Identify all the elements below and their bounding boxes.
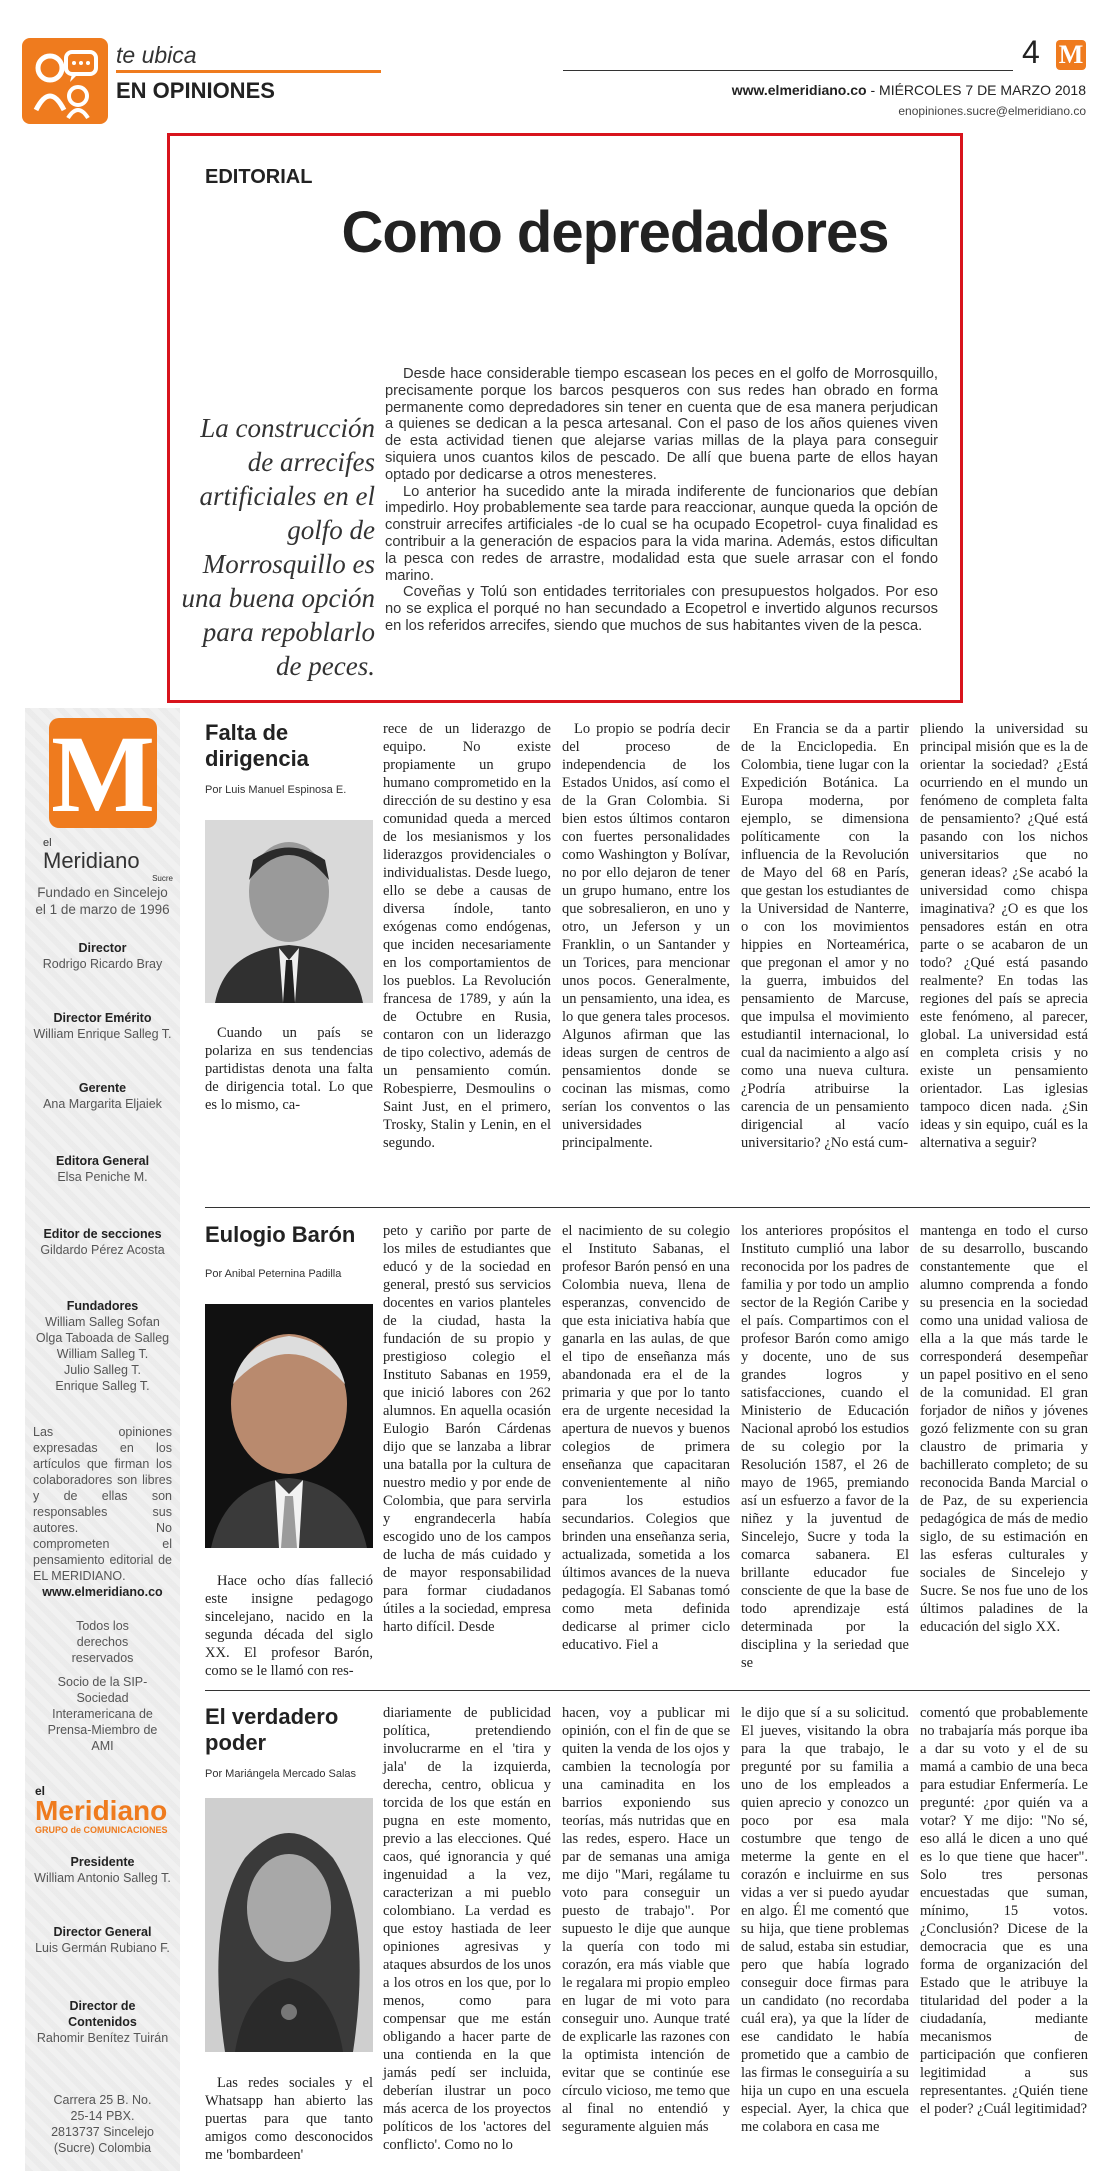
article-column: hacen, voy a publicar mi opinión, con el fin de que se quiten la venda de los ojos y cambien la tecnología por una caminadita en los barrios exponiendo sus teorías, más nutridas que en las redes, espero. Hace un par de semanas una amiga me dijo "Mari, regálame tu voto para conseguir un puesto de trabajo". Por supuesto le dije que aunque la quería con todo mi corazón, era más viable que le regalara mi propio empleo en lugar de mi voto para conseguir uno. Aunque traté de explicarle las razones con la optimista intención de evitar que se continúe ese círculo vicioso, me temo que al final no entendió y seguramente alguien más (562, 1705, 730, 2135)
founders-label: Fundadores (66, 1299, 139, 1313)
article-column: rece de un liderazgo de equipo. No existe propiamente un grupo humano comprometido en la dirección de su destino y esa comunidad queda a merced de los mesianismos y los liderazgos providenciales o individualistas. Desde luego, ello se debe a causas de diversa índole, tanto exógenas como endógenas, que inciden necesariamente en los comportamientos de los pueblos. La Revolución francesa de 1789, y aún la de Octubre en Rusia, contaron con un liderazgo de tipo colectivo, además de un pensamiento común. Robespierre, Desmoulins o Saint Just, en el primero, Trosky, Stalin y Lenin, en el segundo. (383, 721, 551, 1151)
opinion-disclaimer: Las opiniones expresadas en los artículos que firman los colaboradores son libres y de ellas son responsables sus autores. No comprometen el pensamiento editorial de EL MERIDIANO. (33, 1425, 172, 1583)
founder-name: Julio Salleg T. (64, 1363, 141, 1377)
membership-note: Socio de la SIP-Sociedad Interamericana de Prensa-Miembro de AMI (47, 1675, 158, 1753)
founders-list (25, 1298, 180, 1394)
brand-name (43, 838, 173, 884)
author-photo (205, 1798, 373, 2052)
article-byline: Por Mariángela Mercado Salas (205, 1768, 357, 1780)
meridiano-logo: M (49, 718, 157, 828)
site-url[interactable]: www.elmeridiano.co (731, 82, 867, 98)
staff-role: Director (78, 941, 127, 955)
staff-name: Luis Germán Rubiano F. (35, 1941, 170, 1955)
staff-role: Director Emérito (53, 1011, 152, 1025)
article-divider (205, 1690, 1090, 1691)
issue-date: - MIÉRCOLES 7 DE MARZO 2018 (870, 82, 1086, 98)
founder-name: Enrique Salleg T. (55, 1379, 150, 1393)
editorial-paragraph: Coveñas y Tolú son entidades territoriales con presupuestos holgados. Por eso no se explica el porqué no han secundado a Ecopetrol e invertido algunos recursos en los referidos arrecifes, siendo que muchos de sus habitantes viven de la pesca. (385, 584, 938, 634)
staff-name: Ana Margarita Eljaiek (43, 1097, 162, 1111)
founder-name: William Salleg T. (56, 1347, 149, 1361)
staff-editor-secciones (25, 1226, 180, 1258)
staff-director (25, 940, 180, 972)
article-column: peto y cariño por parte de los miles de estudiantes que educó y de la sociedad en general, prestó sus servicios docentes en varios planteles de la ciudad, hasta la fundación de su propio y prestigioso colegio el Instituto Sabanas en 1959, que inició labores con 262 alumnos. En aquella ocasión Eulogio Barón Cárdenas dijo que se lanzaba a librar una batalla por la cultura de nuestro medio y por ende de Colombia, que para servirla y engrandecerla había escogido uno de los campos de lucha de más cuidado y de mayor responsabilidad para formar ciudadanos útiles a la sociedad, empresa harto difícil. Desde (383, 1223, 551, 1635)
article-title: Falta de dirigencia (205, 720, 309, 771)
article-divider (205, 1207, 1090, 1208)
author-portrait-icon (205, 1304, 373, 1548)
header-rule (563, 70, 1013, 71)
article-column: comentó que probablemente no trabajaría más porque iba a dar su voto y el de su mamá a cambio de una beca para estudiar Enfermería. Le pregunté: ¿por quién va a votar? Y me dijo: "No sé, eso allá le dicen a uno qué es lo que tiene que hacer". Solo tres personas encuestadas que suman, mínimo, 15 votos. ¿Conclusión? Dicese de la democracia que es una forma de organización del Estado que le atribuye la titularidad del poder a la ciudadanía, mediante mecanismos de participación que confieren legitimidad a sus representantes. ¿Quién tiene el poder? ¿Cuál legitimidad? (920, 1705, 1088, 2117)
article-column: le dijo que sí a su solicitud. El jueves, visitando la obra para la que trabajo, le pregunté por su familia a uno de los empleados a quien aprecio y conozco un poco por esa mala costumbre que tengo de meterme la gente en el corazón e incluirme en sus vidas a ver si puedo ayudar en algo. Él me comentó que su hija, que tiene problemas de salud, estaba sin estudiar, pero que había logrado conseguir doce firmas para un candidato (no recordaba cuál era), ya que la líder de ese candidato le había prometido que a cambio de las firmas le conseguiría a su hija un cupo en una escuela especial. Ayer, la chica que me colabora en casa me (741, 1705, 909, 2135)
brand-logo-icon: M (1056, 40, 1086, 70)
staff-role: Director de Contenidos (68, 1999, 137, 2029)
article-falta-de-dirigencia (205, 720, 1090, 1200)
author-photo (205, 1304, 373, 1548)
article-byline: Por Anibal Peternina Padilla (205, 1268, 342, 1280)
article-lead: Hace ocho días falleció este insigne pedagogo sincelejano, nacido en la segunda década del siglo XX. El profesor Barón, como se le llamó con res- (205, 1573, 373, 1679)
group-logo (35, 1785, 175, 1835)
brand-sub: Sucre (152, 874, 173, 883)
article-el-verdadero-poder (205, 1704, 1090, 2171)
author-portrait-icon (205, 1798, 373, 2052)
staff-director-general (25, 1924, 180, 1956)
staff-role: Editor de secciones (43, 1227, 162, 1241)
author-photo (205, 820, 373, 1003)
article-lead: Las redes sociales y el Whatsapp han abierto las puertas para que tanto amigos como desconocidos me 'bombardeen' (205, 2075, 373, 2163)
group-el: el (35, 1784, 46, 1798)
article-title: El verdadero poder (205, 1704, 339, 1755)
staff-name: Rodrigo Ricardo Bray (42, 957, 163, 971)
group-sub: GRUPO de COMUNICACIONES (35, 1825, 168, 1835)
website-link[interactable]: www.elmeridiano.co (42, 1585, 163, 1599)
article-column: los anteriores propósitos el Instituto cumplió una labor reconocida por los padres de familia y por todo un amplio sector de la Región Caribe y el país. Compartimos con el profesor Barón como amigo y docente, uno de sus grandes logros y satisfacciones, cuando el Ministerio de Educación Nacional aprobó los estudios de su colegio por la Resolución 1587, el 26 de mayo de 1965, premiando así un esfuerzo a favor de la niñez y la juventud de Sincelejo, Sucre y toda la comarca sabanera. El brillante educador fue consciente de que la base de todo aprendizaje está determinada por la disciplina y la seriedad que se (741, 1223, 909, 1671)
article-lead: Cuando un país se polariza en sus tendencias partidistas denota una falta de dirigencia total. Lo que es lo mismo, ca- (205, 1025, 373, 1113)
staff-director-contenidos (25, 1998, 180, 2046)
staff-director-emerito (25, 1010, 180, 1042)
author-portrait-icon (205, 820, 373, 1003)
dateline (732, 82, 1086, 98)
editorial-label: EDITORIAL (205, 166, 313, 188)
editorial-paragraph: Lo anterior ha sucedido ante la mirada indiferente de funcionarios que debían impedirlo. Hoy probablemente sea tarde para reaccionar, aunque queda la opción de construir arrecifes artificiales -de lo cual se ha ocupado Ecopetrol- cuya finalidad es contribuir a la generación de espacios para la vida marina. Además, estos dificultan la pesca con redes de arrastre, modalidad esta que suele arrasar con el fondo marino. (385, 483, 938, 584)
founder-name: William Salleg Sofan (45, 1315, 160, 1329)
article-byline: Por Luis Manuel Espinosa E. (205, 784, 347, 796)
editorial-body (385, 366, 938, 635)
founder-name: Olga Taboada de Salleg (35, 1331, 170, 1345)
staff-name: Gildardo Pérez Acosta (40, 1243, 165, 1257)
article-eulogio-baron (205, 1222, 1090, 1682)
staff-role: Gerente (78, 1081, 127, 1095)
editorial-title: Como depredadores (341, 200, 889, 265)
rights-note: Todos los derechos reservados (71, 1619, 134, 1665)
section-tagline: te ubica (116, 42, 197, 68)
address-block: Carrera 25 B. No. 25-14 PBX. 2813737 Sincelejo (Sucre) Colombia (51, 2093, 154, 2155)
contact-email[interactable]: enopiniones.sucre@elmeridiano.co (898, 104, 1086, 118)
group-name: Meridiano (35, 1795, 168, 1826)
page-header (0, 0, 1111, 130)
staff-role: Editora General (55, 1154, 150, 1168)
staff-gerente (25, 1080, 180, 1112)
masthead-sidebar (25, 708, 180, 2171)
staff-editora (25, 1153, 180, 1185)
article-column: pliendo la universidad su principal misión que es la de orientar la sociedad? ¿Está ocurriendo en el mundo un fenómeno de completa falta de pensamiento? ¿Qué está pasando con los nichos universitarios que no generan ideas? ¿Se acabó la universidad como chispa imaginativa? ¿O es que los pensadores están en otra parte o se acabaron de un todo? ¿Qué está pasando realmente? En todas las regiones del país se aprecia este fenómeno, al parecer, global. La universidad está en completa crisis y no existe un pensamiento orientador. Las iglesias tampoco dicen nada. ¿Sin ideas y sin equipo, cuál es la alternativa a seguir? (920, 721, 1088, 1151)
article-column: diariamente de publicidad política, pretendiendo involucrarme en el 'tira y jala' de la izquierda, derecha, centro, oblicua y torcida de los que están en pugna en este momento, previo a las elecciones. Qué caos, qué ignorancia y qué ingenuidad a la vez, caracterizan a mi pueblo colombiano. La verdad es que estoy hastiada de leer opiniones agresivas y ataques absurdos de los unos a los otros en los que, por lo menos, como para compensar que me están obligando a hacer parte de una contienda en la que jamás pedí ser incluida, deberían ilustrar un poco más acerca de los proyectos políticos de los 'actores del conflicto'. Como no lo (383, 1705, 551, 2153)
staff-presidente (25, 1854, 180, 1886)
article-title: Eulogio Barón (205, 1222, 356, 1247)
staff-name: William Antonio Salleg T. (34, 1871, 171, 1885)
pull-quote: La construcción de arrecifes artificiales en el golfo de Morrosquillo es una buena opción para repoblarlo de peces. (181, 413, 375, 681)
article-column: Lo propio se podría decir del proceso de independencia de los Estados Unidos, así como el de la Gran Colombia. Si bien estos últimos contaron con fuertes personalidades como Washington y Bolívar, no por ello dejaron de tener un grupo humano, entre los que sobresalieron, en uno y otro, un Jeferson y un Franklin, o un Santander y un Torices, para mencionar unos pocos. Generalmente, un pensamiento, una idea, es lo que genera tales procesos. Algunos afirman que las ideas surgen de centros de pensamientos donde se cocinan las mismas, como serían los conventos o las universidades principalmente. (562, 721, 730, 1151)
editorial-box (167, 133, 963, 703)
editorial-paragraph: Desde hace considerable tiempo escasean los peces en el golfo de Morrosquillo, precisamente porque los barcos pesqueros con sus redes han obrado en forma permanente como depredadores sin tener en cuenta que de esa manera perjudican a quienes se dedican a la pesca artesanal. Con el paso de los años quienes viven de esta actividad tienen que alejarse varias millas de la playa para conseguir siquiera unos cuantos kilos de pescado. De allí que buena parte de ellos hayan optado por dedicarse a otros menesteres. (385, 366, 938, 483)
staff-role: Director General (53, 1925, 152, 1939)
staff-name: Elsa Peniche M. (57, 1170, 148, 1184)
brand-title: Meridiano (43, 848, 140, 873)
article-column: En Francia se da a partir de la Enciclopedia. En Colombia, tiene lugar con la Expedición Botánica. La Europa moderna, por ejemplo, se dimensiona políticamente con la influencia de la Revolución de Mayo del 68 en París, que gestan los estudiantes de la Universidad de Nanterre, o con los movimientos hippies en Norteamérica, que pregonan el amor y no la guerra, imbuidos del pensamiento de Marcuse, que impulsa el movimiento estudiantil internacional, lo cual da nacimiento a algo así como una nueva cultura. ¿Podría atribuirse la carencia de un pensamiento dirigencial al vacío universitario? ¿No está cum- (741, 721, 909, 1151)
founded-note: Fundado en Sincelejo el 1 de marzo de 1996 (35, 885, 170, 917)
person-chat-icon (22, 38, 108, 124)
staff-name: William Enrique Salleg T. (33, 1027, 172, 1041)
brand-el: el (43, 837, 52, 849)
te-ubica-logo (22, 38, 108, 124)
orange-divider (116, 70, 381, 73)
page-number: 4 (1022, 34, 1040, 70)
article-column: el nacimiento de su colegio el Instituto Sabanas, el profesor Barón pensó en una Colombia nueva, llena de esperanzas, convencido de que esta iniciativa había que ganarla en las aulas, de que el tipo de enseñanza más abandonada era el de la primaria y que por lo tanto era de urgente necesidad la apertura de nuevos y buenos colegios de primera enseñanza que capacitaran convenientemente al niño para los estudios secundarios. Colegios que brinden una enseñanza seria, actualizada, sometida a los últimos avances de la nueva pedagogía. El Sabanas tomó como meta definida dedicarse al primer ciclo educativo. Fiel a (562, 1223, 730, 1653)
staff-name: Rahomir Benítez Tuirán (36, 2031, 169, 2045)
staff-role: Presidente (70, 1855, 135, 1869)
article-column: mantenga en todo el curso de su desarrollo, buscando constantemente que el alumno comprenda a fondo su presencia en la sociedad como una unidad valiosa de ella a la que más tarde le corresponderá desempeñar un papel positivo en el seno de la comunidad. El gran forjador de niños y jóvenes gozó felizmente con su gran claustro de primaria y bachillerato completo; de su reconocida Banda Marcial o de Paz, de su experiencia pedagógica de más de medio siglo, de su estimación en las esferas culturales y sociales de Sincelejo y Sucre. Se nos fue uno de los últimos paladines de la educación del siglo XX. (920, 1223, 1088, 1635)
section-title: EN OPINIONES (116, 78, 275, 103)
